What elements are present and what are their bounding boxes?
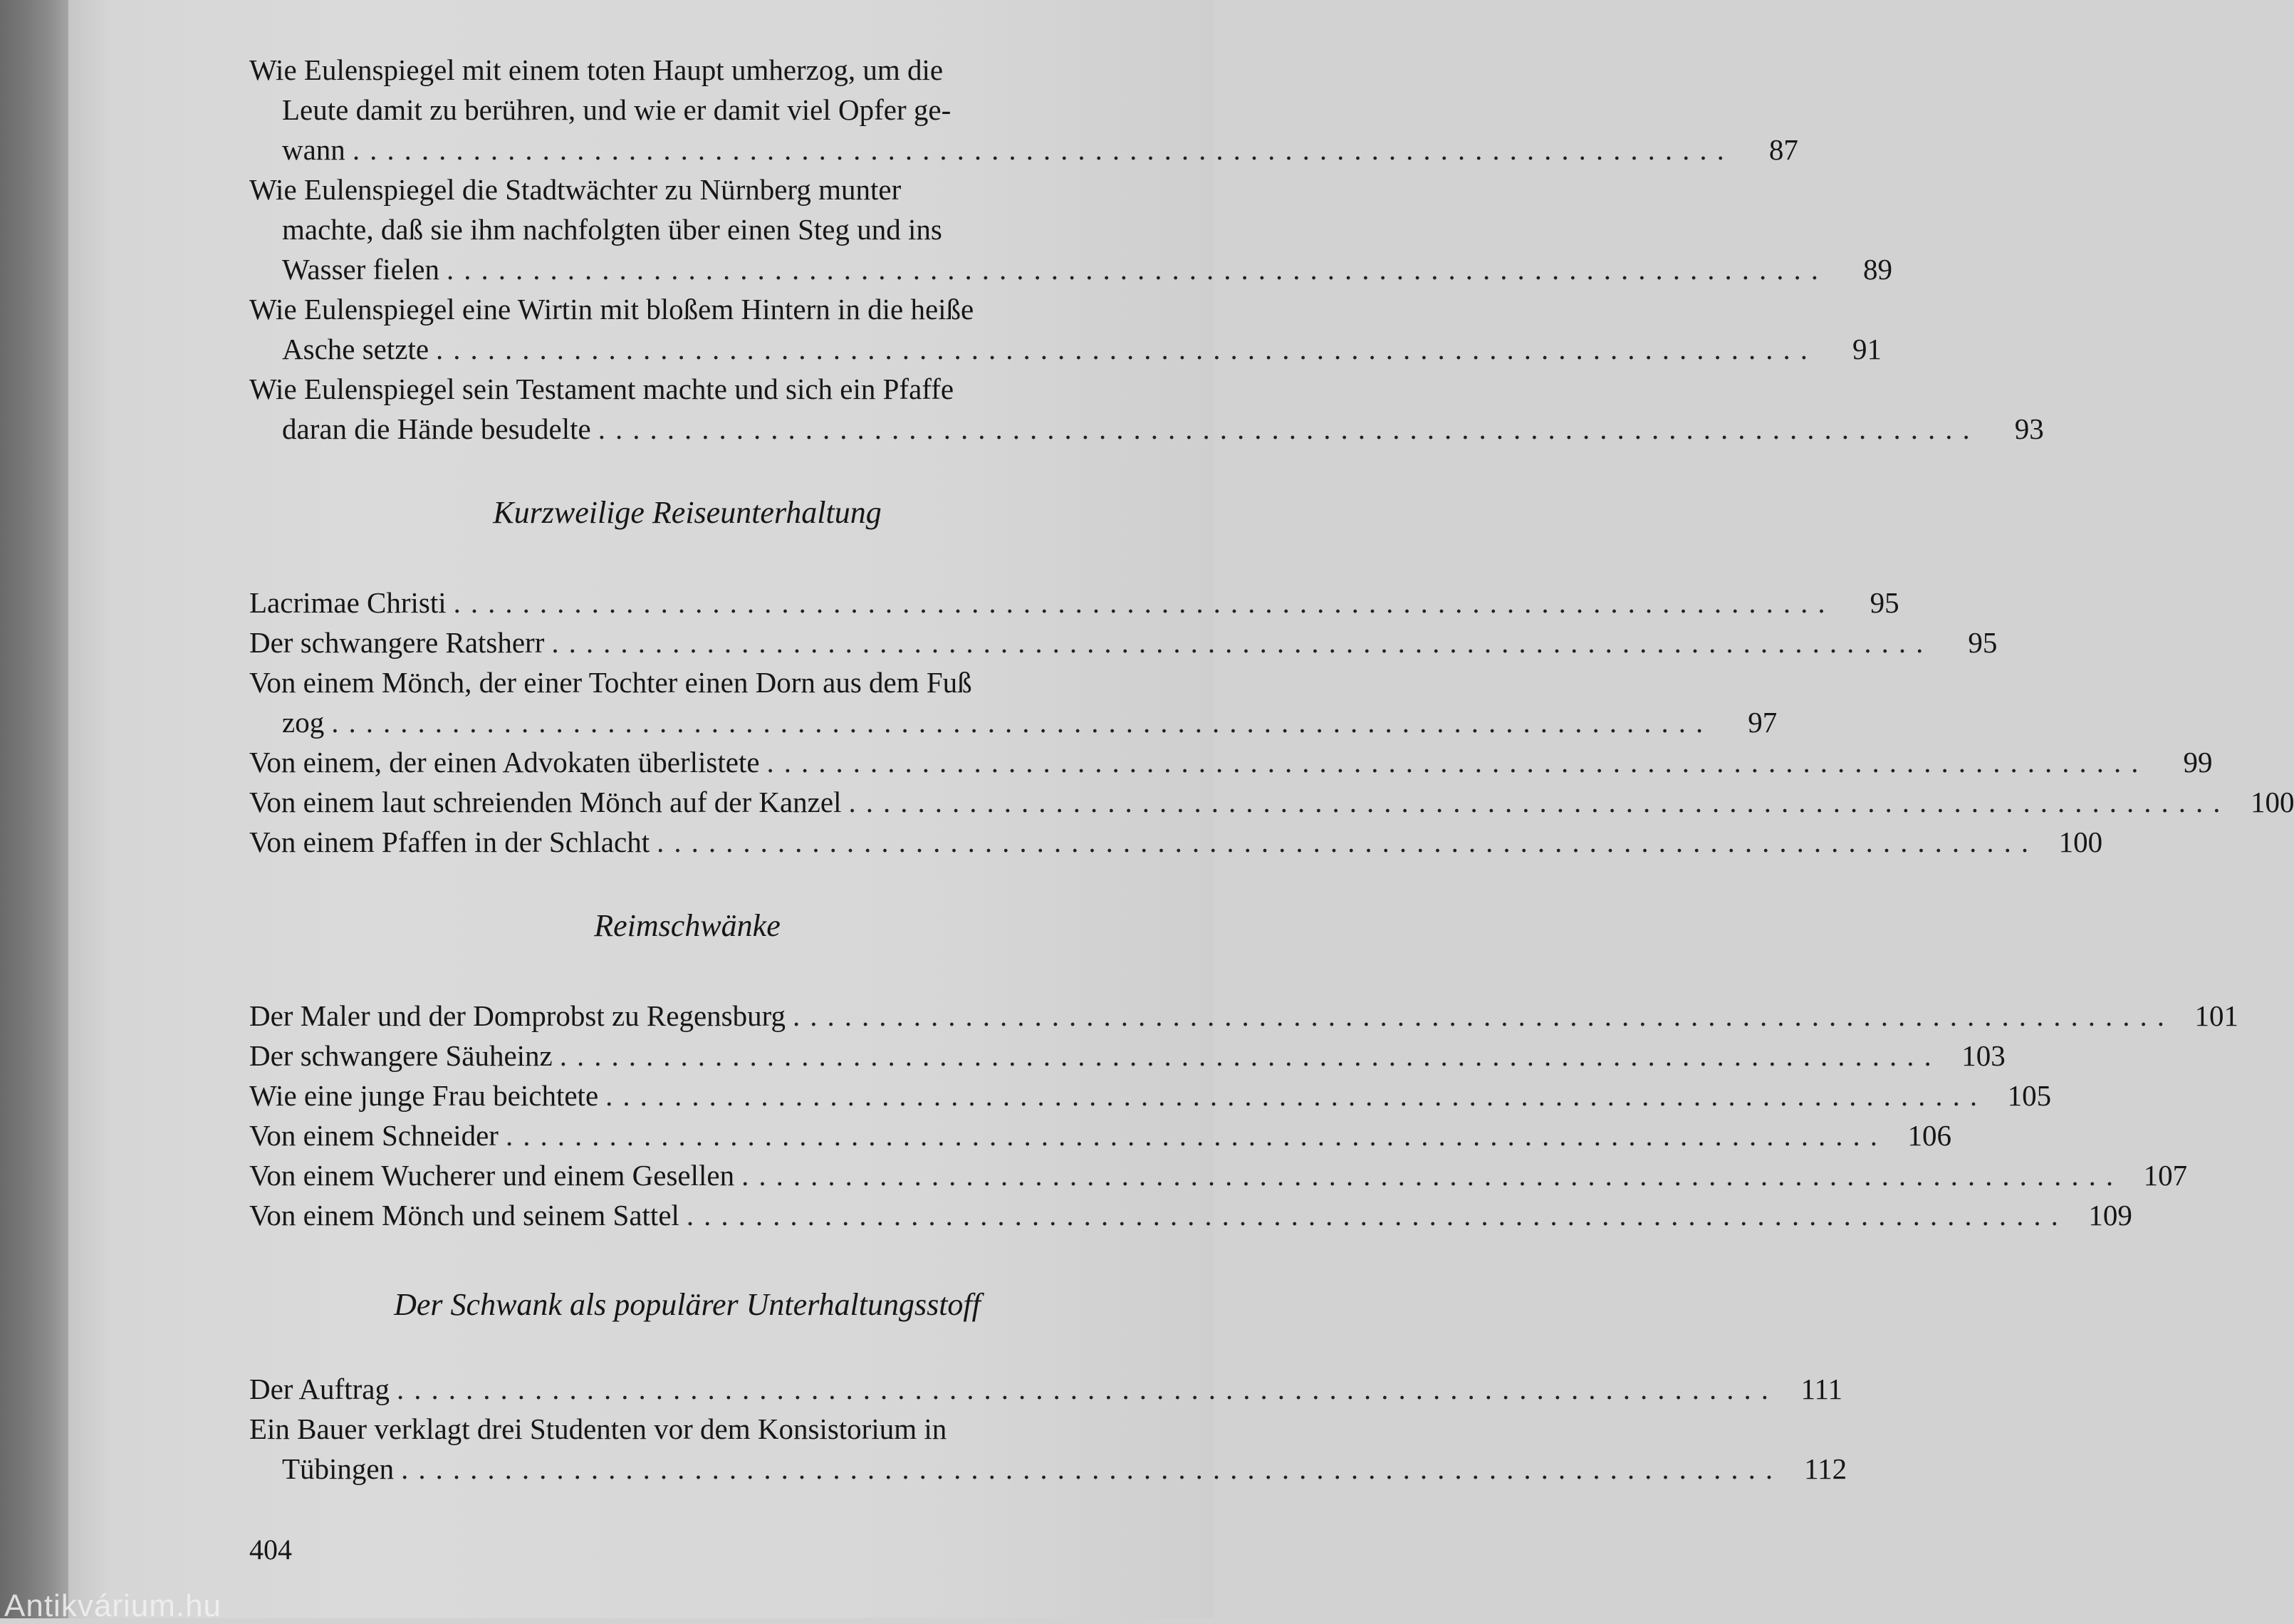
toc-section [249,1369,1847,1489]
toc-entry-line: Asche setzte [282,333,429,365]
toc-entry [249,822,2103,862]
toc-entry [249,1409,1847,1489]
page-number: 404 [249,1534,292,1566]
section-heading: Der Schwank als populärer Unterhaltungsstoff [394,1287,981,1322]
toc-entry-line: zog [282,706,325,739]
toc-entry-line: Von einem Mönch und seinem Sattel [249,1199,679,1232]
toc-entry-line: Wie eine junge Frau beichtete [249,1079,599,1112]
toc-page-number: 103 [1961,1039,2006,1072]
leader-dots: ................................................................................ [436,333,1818,365]
toc-entry-line: Von einem laut schreienden Mönch auf der Kanzel [249,786,842,818]
toc-section [249,996,2239,1235]
toc-entry-line: machte, daß sie ihm nachfolgten über einen Steg und ins [282,213,942,246]
toc-entry [249,1155,2188,1195]
toc-page-number: 95 [1870,586,1899,619]
toc-entry-line: Wasser fielen [282,253,439,286]
toc-entry-line: Von einem Schneider [249,1119,499,1152]
leader-dots: ................................................................................ [401,1452,1783,1485]
leader-dots: ................................................................................ [848,786,2231,818]
toc-entry-line: Leute damit zu berühren, und wie er damit viel Opfer ge- [282,93,952,126]
leader-dots: ................................................................................ [686,1199,2068,1232]
leader-dots: ................................................................................ [605,1079,1988,1112]
toc-page-number: 95 [1968,626,1998,659]
toc-page-number: 89 [1862,253,1892,286]
toc-page-number: 101 [2194,999,2239,1032]
toc-page-number: 106 [1907,1119,1951,1152]
toc-entry [249,170,1892,289]
toc-entry-line: daran die Hände besudelte [282,412,591,445]
toc-entry-line: Von einem Pfaffen in der Schlacht [249,826,650,858]
leader-dots: ................................................................................ [598,412,1980,445]
section-heading: Reimschwänke [594,908,781,943]
toc-page-number: 91 [1852,333,1882,365]
toc-entry-line: Lacrimae Christi [249,586,447,619]
toc-entry-line: Von einem Wucherer und einem Gesellen [249,1159,735,1192]
toc-page-number: 100 [2250,786,2294,818]
toc-entry [249,289,1882,369]
leader-dots: ................................................................................ [793,999,2175,1032]
toc-page-number: 107 [2143,1159,2188,1192]
toc-page-number: 100 [2058,826,2103,858]
toc-entry-line: Wie Eulenspiegel die Stadtwächter zu Nürnberg munter [249,173,902,206]
toc-page-number: 112 [1804,1452,1847,1485]
leader-dots: ................................................................................ [396,1373,1778,1405]
toc-page-number: 93 [2014,412,2044,445]
leader-dots: ................................................................................ [505,1119,1887,1152]
toc-entry-line: Tübingen [282,1452,395,1485]
toc-entry [249,1369,1842,1409]
toc-page-number: 111 [1800,1373,1842,1405]
toc-section [249,50,2044,449]
section-heading: Kurzweilige Reiseunterhaltung [493,495,882,530]
toc-entry-line: Der Maler und der Domprobst zu Regensburg [249,999,786,1032]
toc-entry [249,996,2239,1036]
toc-page-number: 109 [2088,1199,2132,1232]
toc-entry-line: Von einem Mönch, der einer Tochter einen Dorn aus dem Fuß [249,666,972,699]
leader-dots: ................................................................................ [331,706,1714,739]
toc-page-number: 87 [1768,133,1798,166]
leader-dots: ................................................................................ [446,253,1828,286]
toc-entry [249,583,1899,623]
toc-entry-line: Der schwangere Ratsherr [249,626,545,659]
watermark: Antikvárium.hu [4,1588,222,1623]
leader-dots: ................................................................................ [657,826,2039,858]
toc-entry [249,1076,2052,1115]
toc-entry [249,742,2213,782]
toc-entry [249,1036,2006,1076]
toc-entry [249,1195,2132,1235]
toc-entry-line: Wie Eulenspiegel mit einem toten Haupt umherzog, um die [249,53,944,86]
toc-entry-line: Von einem, der einen Advokaten überlistete [249,746,760,779]
toc-entry [249,369,2044,449]
leader-dots: ................................................................................ [352,133,1734,166]
toc-entry [249,50,1798,170]
toc-entry-line: wann [282,133,345,166]
toc-entry [249,782,2294,822]
toc-page-number: 105 [2007,1079,2052,1112]
toc-entry-line: Wie Eulenspiegel sein Testament machte und sich ein Pfaffe [249,373,954,405]
leader-dots: ................................................................................ [766,746,2149,779]
leader-dots: ................................................................................ [453,586,1835,619]
toc-entry [249,623,1998,662]
toc-entry-line: Der Auftrag [249,1373,390,1405]
toc-page-number: 99 [2183,746,2213,779]
toc-entry-line: Wie Eulenspiegel eine Wirtin mit bloßem Hintern in die heiße [249,293,974,326]
table-of-contents [249,50,2294,1489]
leader-dots: ................................................................................ [741,1159,2124,1192]
toc-section [249,583,2294,862]
leader-dots: ................................................................................ [559,1039,1941,1072]
leader-dots: ................................................................................ [551,626,1934,659]
toc-page-number: 97 [1748,706,1778,739]
toc-entry [249,662,1778,742]
toc-entry [249,1115,1951,1155]
toc-entry-line: Ein Bauer verklagt drei Studenten vor dem Konsistorium in [249,1412,947,1445]
toc-entry-line: Der schwangere Säuheinz [249,1039,553,1072]
